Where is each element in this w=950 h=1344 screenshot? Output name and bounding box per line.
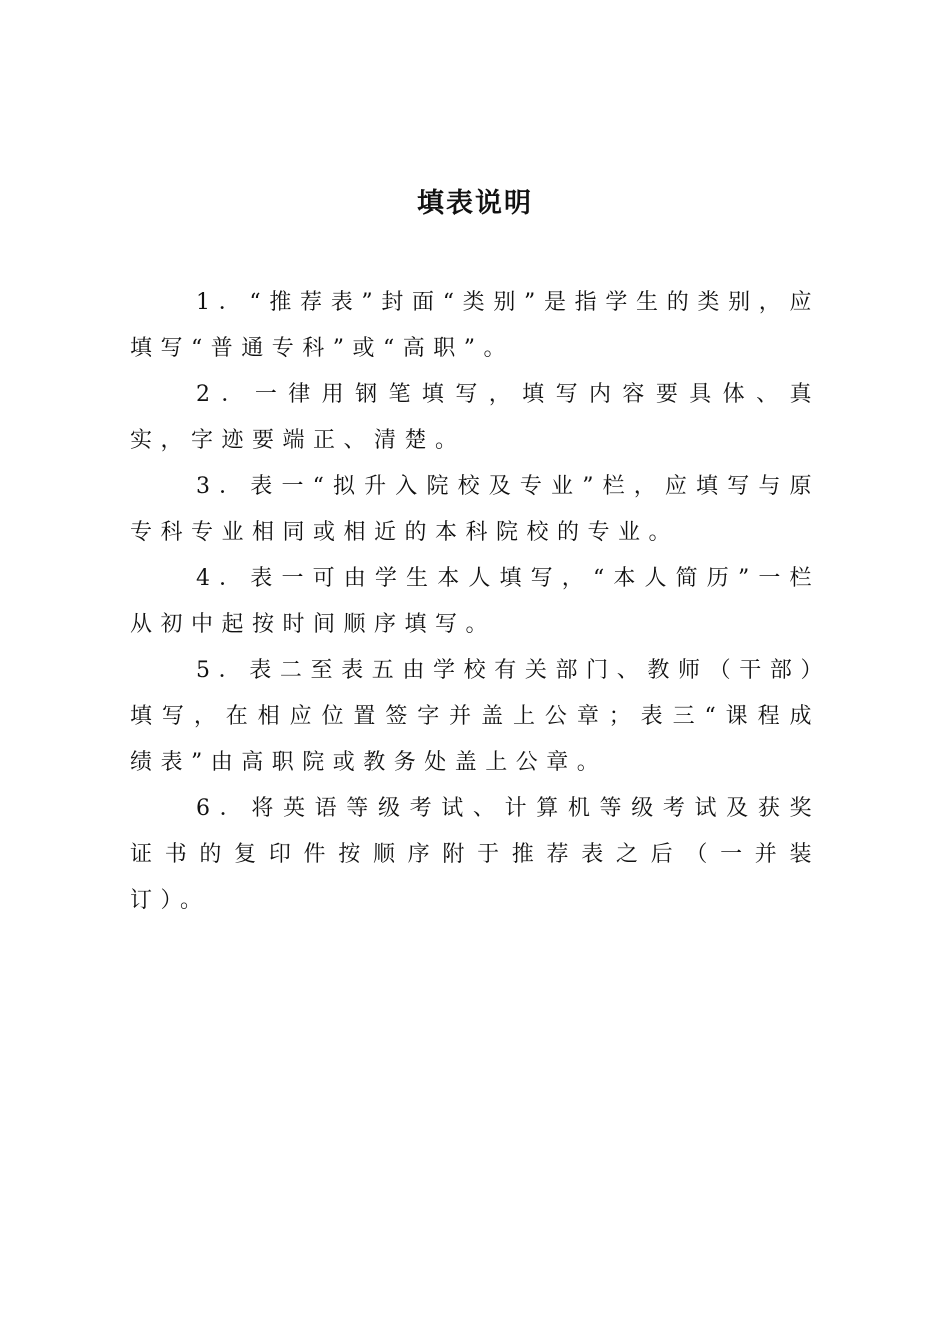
page-title: 填表说明 [417, 188, 533, 219]
instruction-item-6: 6．将英语等级考试、计算机等级考试及获奖证书的复印件按顺序附于推荐表之后（一并装订）。 [130, 796, 820, 913]
instruction-item-4: 4．表一可由学生本人填写，“本人简历”一栏从初中起按时间顺序填写。 [130, 566, 820, 637]
instructions-list [130, 280, 820, 924]
instruction-item-2: 2．一律用钢笔填写，填写内容要具体、真实，字迹要端正、清楚。 [130, 382, 820, 453]
instruction-item-5: 5．表二至表五由学校有关部门、教师（干部）填写，在相应位置签字并盖上公章；表三“课程成绩表”由高职院或教务处盖上公章。 [130, 658, 820, 775]
instruction-item-1: 1．“推荐表”封面“类别”是指学生的类别，应填写“普通专科”或“高职”。 [130, 290, 820, 361]
instruction-item-3: 3．表一“拟升入院校及专业”栏，应填写与原专科专业相同或相近的本科院校的专业。 [130, 474, 820, 545]
